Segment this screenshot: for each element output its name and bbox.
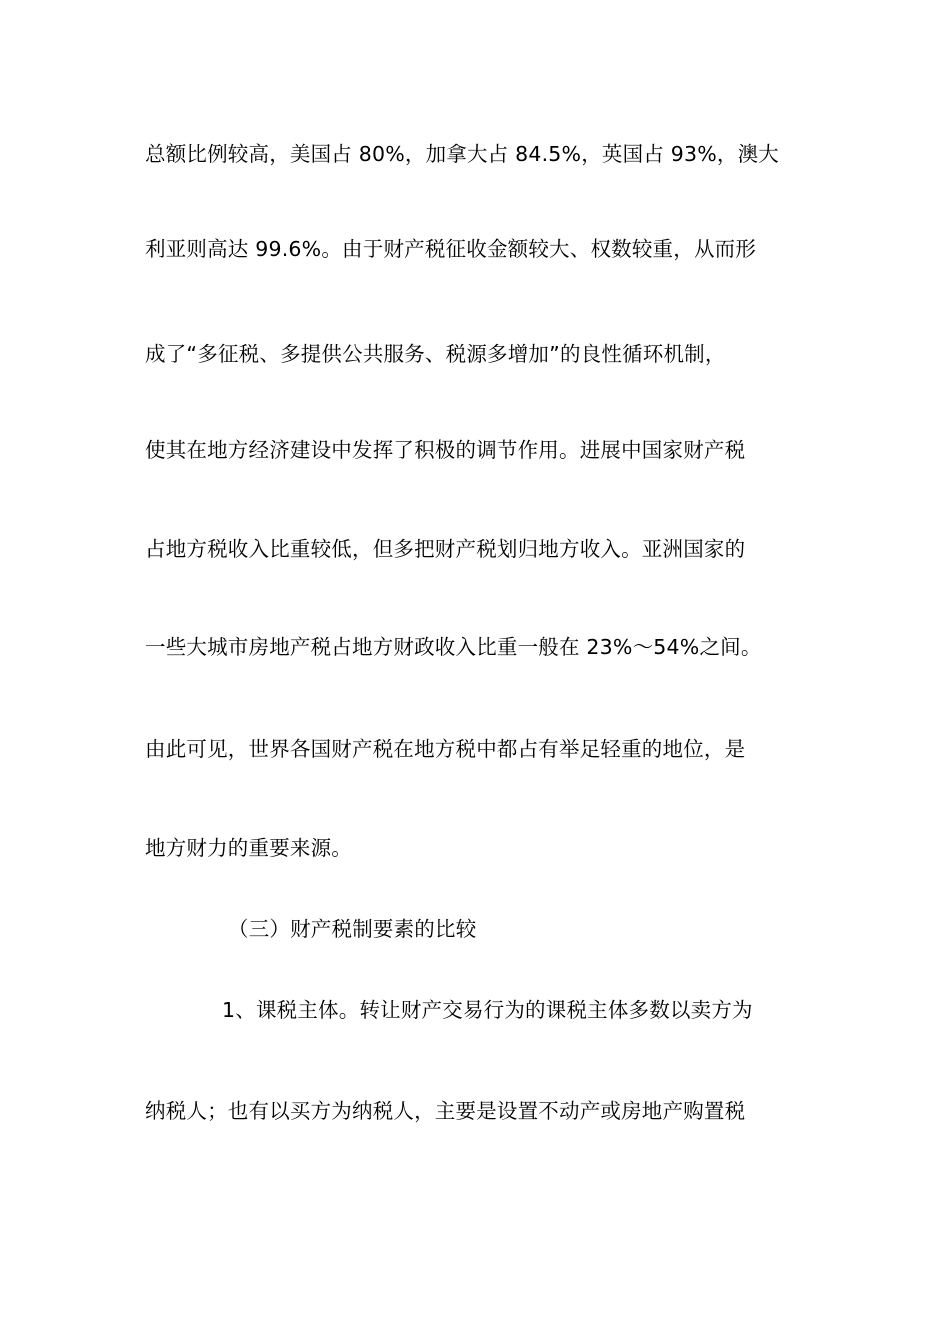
text-line-1: 总额比例较高，美国占 80%，加拿大占 84.5%，英国占 93%，澳大 bbox=[145, 142, 779, 166]
text-line-10: 1、课税主体。转让财产交易行为的课税主体多数以卖方为 bbox=[222, 998, 753, 1022]
text-line-3: 成了“多征税、多提供公共服务、税源多增加”的良性循环机制， bbox=[145, 342, 726, 366]
text-line-7: 由此可见，世界各国财产税在地方税中都占有举足轻重的地位，是 bbox=[145, 737, 746, 761]
text-line-8: 地方财力的重要来源。 bbox=[145, 836, 352, 860]
text-line-4: 使其在地方经济建设中发挥了积极的调节作用。进展中国家财产税 bbox=[145, 438, 746, 462]
section-heading: （三）财产税制要素的比较 bbox=[228, 917, 477, 941]
text-line-5: 占地方税收入比重较低，但多把财产税划归地方收入。亚洲国家的 bbox=[145, 537, 746, 561]
text-line-11: 纳税人；也有以买方为纳税人，主要是设置不动产或房地产购置税 bbox=[145, 1099, 746, 1123]
text-line-2: 利亚则高达 99.6%。由于财产税征收金额较大、权数较重，从而形 bbox=[145, 237, 757, 261]
text-line-6: 一些大城市房地产税占地方财政收入比重一般在 23%～54%之间。 bbox=[145, 635, 762, 659]
